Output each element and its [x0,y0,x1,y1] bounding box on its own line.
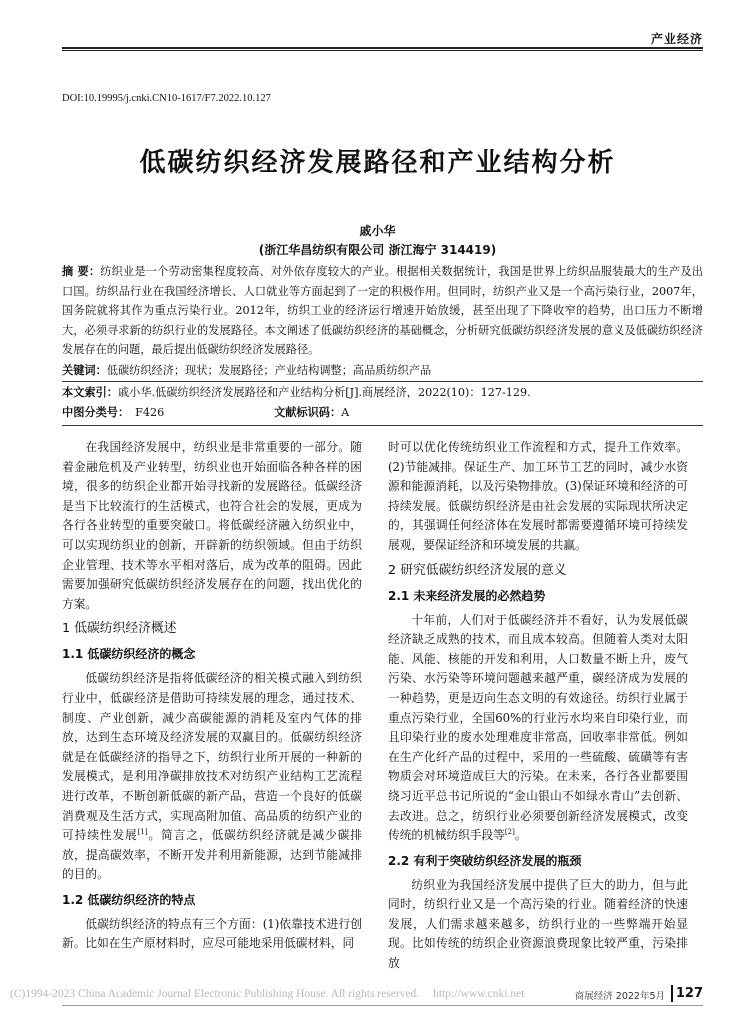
site-link[interactable]: http://www.cnki.net [433,988,525,1000]
doc-code-value: A [341,406,350,419]
intro-paragraph: 在我国经济发展中，纺织业是非常重要的一部分。随着金融危机及产业转型，纺织业也开始面临各种各样的困境，很多的纺织企业都开始寻找新的发展路径。低碳经济是当下比较流行的生活模式，也符合社会的发展，更成为各行各业转型的重要突破口。将低碳经济融入纺织业中，可以实现纺织业的创新，开辟新的纺织领域。但由于纺织企业管理、技术等水平相对落后，成为改革的阻碍。因此需要加强研究低碳纺织经济发展存在的问题，找出优化的方案。 [62,440,362,611]
section-1-1-heading: 1.1 低碳纺织经济的概念 [62,647,196,662]
author-affiliation: (浙江华昌纺织有限公司 浙江海宁 314419) [258,243,497,257]
abstract-label: 摘 要： [62,265,101,278]
right-column [388,438,688,974]
citation [62,383,703,403]
reference-1: [1] [137,828,148,837]
doi-line: DOI:10.19995/j.cnki.CN10-1617/F7.2022.10.127 [62,93,271,104]
keywords [62,361,703,381]
section-2-1-heading: 2.1 未来经济发展的必然趋势 [388,588,546,603]
header-rule [62,47,703,51]
keywords-label: 关键词： [62,364,107,377]
abstract [62,262,703,360]
section-2-1-text-b: 。 [514,828,527,843]
left-column [62,438,362,954]
section-2-1-paragraph [388,611,688,846]
body-divider [62,425,703,426]
section-2-2-heading: 2.2 有利于突破纺织经济发展的瓶颈 [388,853,582,868]
section-1-1-text-a: 低碳纺织经济是指将低碳经济的相关模式融入到纺织行业中，低碳经济是借助可持续发展的理念，通过技术、制度、产业创新，减少高碳能源的消耗及室内气体的排放，达到生态环境及经济发展的双赢目的。低碳纺织经济就是在低碳经济的指导之下，纺织行业所开展的一种新的发展模式，是利用净碳排放技术对纺织产业结构工艺流程进行改革，不断创新低碳的新产品，营造一个良好的低碳消费观及生活方式，实现高附加值、高品质的纺织产业的可持续性发展 [62,671,362,843]
section-1-2-paragraph: 低碳纺织经济的特点有三个方面：(1)依靠技术进行创新。比如在生产原材料时，应尽可能地采用低碳材料，同 [62,916,362,951]
meta-divider [62,381,703,382]
footer-rule [62,1005,703,1006]
section-1-1-paragraph [62,669,362,885]
clc-label: 中图分类号： [62,406,130,419]
clc-code: F426 [135,406,165,419]
section-1-1-text-b: 。简言之，低碳纺织经济就是减少碳排放，提高碳效率，不断开发并利用新能源，达到节能减排的目的。 [62,828,362,882]
page-number-bar [671,985,673,1002]
continued-paragraph: 时可以优化传统纺织业工作流程和方式，提升工作效率。(2)节能减排。保证生产、加工环节工艺的同时，减少水资源和能源消耗，以及污染物排放。(3)保证环境和经济的可持续发展。低碳纺织经济是由社会发展的实际现状所决定的，其强调任何经济体在发展时都需要遵循环境可持续发展观，要保证经济和环境发展的共赢。 [388,440,688,552]
section-2-heading: 2 研究低碳纺织经济发展的意义 [388,562,567,578]
keywords-text: 低碳纺织经济；现状；发展路径；产业结构调整；高品质纺织产品 [106,364,432,377]
reference-2: [2] [504,828,515,837]
publication-info: 商展经济 2022年5月 [574,991,665,1002]
section-header: 产业经济 [650,32,703,46]
doc-code [274,403,349,423]
citation-text: 戚小华.低碳纺织经济发展路径和产业结构分析[J].商展经济，2022(10)：127-129. [117,386,531,399]
doc-code-label: 文献标识码： [274,406,342,419]
classification [62,403,703,423]
abstract-text: 纺织业是一个劳动密集程度较高、对外依存度较大的产业。根据相关数据统计，我国是世界上纺织品服装最大的生产及出口国。纺织品行业在我国经济增长、人口就业等方面起到了一定的积极作用。但同时，纺织产业又是一个高污染行业，2007年，国务院就将其作为重点污染行业。2012年，纺织工业的经济运行增速开始放缓，甚至出现了下降收窄的趋势，出口压力不断增大，必须寻求新的纺织行业的发展路径。本文阐述了低碳纺织经济的基础概念，分析研究低碳纺织经济发展的意义及低碳纺织经济发展存在的问题，最后提出低碳纺织经济发展路径。 [62,265,703,357]
section-2-1-text-a: 十年前，人们对于低碳经济并不看好，认为发展低碳经济缺乏成熟的技术，而且成本较高。但随着人类对太阳能、风能、核能的开发和利用，人口数量不断上升，废气污染、水污染等环境问题越来越严重，碳经济成为发展的一种趋势，更是迈向生态文明的有效途径。纺织行业属于重点污染行业，全国60%的行业污水均来自印染行业，而且印染行业的废水处理难度非常高，回收率非常低。例如在生产化纤产品的过程中，采用的一些硫酸、硫磺等有害物质会对环境造成巨大的污染。在未来，各行各业都要围绕习近平总书记所说的“金山银山不如绿水青山”去创新、去改进。总之，纺织行业必须要创新经济发展模式，改变传统的机械纺织手段等 [388,612,688,843]
copyright-text: (C)1994-2023 China Academic Journal Electronic Publishing House. All rights reserved. [10,988,420,1000]
section-1-2-heading: 1.2 低碳纺织经济的特点 [62,892,196,907]
article-title: 低碳纺织经济发展路径和产业结构分析 [139,148,616,178]
section-2-2-paragraph: 纺织业为我国经济发展中提供了巨大的助力，但与此同时，纺织行业又是一个高污染的行业。随着经济的快速发展，人们需求越来越多，纺织行业的一些弊端开始显现。比如传统的纺织企业资源浪费现象比较严重，污染排放 [388,877,688,971]
page-number: 127 [675,986,703,1001]
author-name: 戚小华 [359,224,396,238]
copyright-watermark [10,988,524,1000]
section-1-heading: 1 低碳纺织经济概述 [62,621,177,637]
citation-label: 本文索引： [62,386,118,399]
